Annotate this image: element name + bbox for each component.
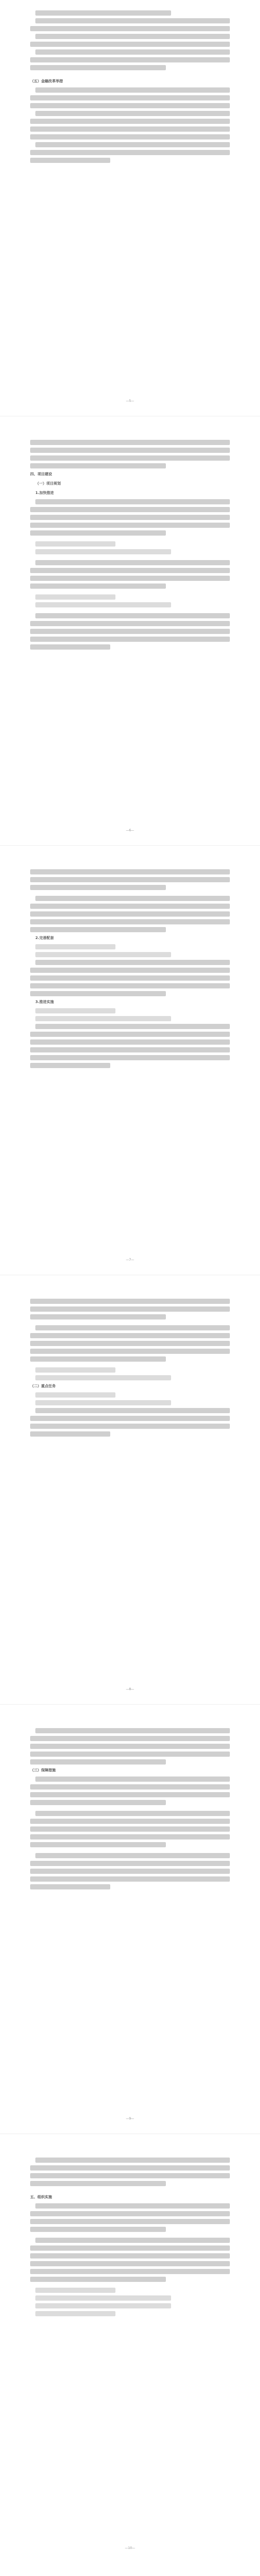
page-number: —5— bbox=[126, 399, 134, 403]
document-page-6 bbox=[0, 2147, 260, 2564]
page-body bbox=[30, 1299, 230, 1439]
page-body bbox=[30, 440, 230, 652]
subsection-heading: 3.推进实施 bbox=[35, 1000, 54, 1004]
page-body bbox=[30, 1728, 230, 1892]
page-number: —7— bbox=[126, 1258, 134, 1262]
section-heading: （五）金融改革举措 bbox=[30, 79, 63, 83]
page-body bbox=[30, 2158, 230, 2319]
document-page-4 bbox=[0, 1288, 260, 1705]
subsection-heading: 2.完善配套 bbox=[35, 936, 54, 940]
page-body bbox=[30, 10, 230, 166]
document-page-3 bbox=[0, 859, 260, 1275]
page-number: —8— bbox=[126, 1687, 134, 1691]
page-divider bbox=[0, 845, 260, 846]
section-heading: （三）保障措施 bbox=[30, 1768, 56, 1772]
section-heading: （二）重点任务 bbox=[30, 1384, 56, 1388]
page-body bbox=[30, 869, 230, 1071]
page-number: —6— bbox=[126, 829, 134, 832]
page-number: —9— bbox=[126, 2117, 134, 2121]
page-divider bbox=[0, 1704, 260, 1705]
section-heading: 四、项目建设 bbox=[30, 472, 52, 476]
document-page-2 bbox=[0, 429, 260, 846]
page-number: —10— bbox=[125, 2546, 135, 2550]
document-page-1 bbox=[0, 0, 260, 416]
document-page-5 bbox=[0, 1718, 260, 2134]
section-heading: 五、组织实施 bbox=[30, 2195, 52, 2199]
subsection-heading: 1.加快推进 bbox=[35, 491, 54, 495]
subsection-heading: （一）项目规划 bbox=[35, 481, 61, 486]
